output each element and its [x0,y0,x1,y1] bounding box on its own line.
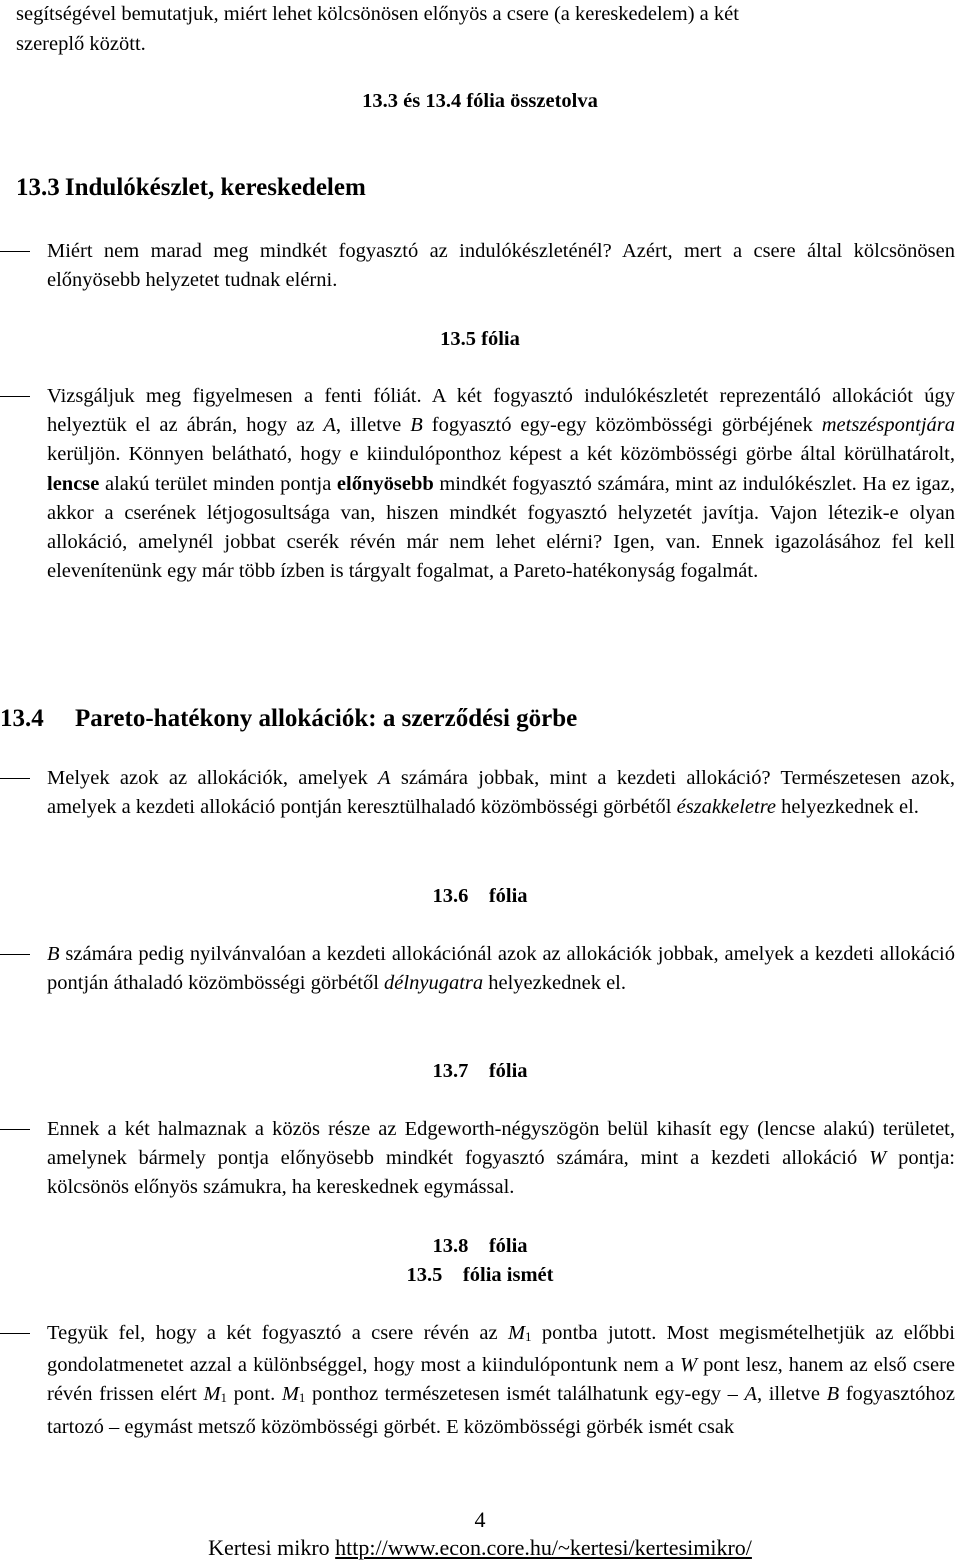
page-footer [0,1534,960,1562]
section-title: Indulókészlet, kereskedelem [64,174,366,201]
bullet-dash [0,251,30,252]
figure-reference: 13.6 fólia [432,885,528,907]
paragraph: Vizsgáljuk meg figyelmesen a fenti fóliát. A két fogyasztó indulókészletét reprezentáló allokációt úgy helyeztük el az ábrán, hogy az A, illetve B fogyasztó egy-egy közömbösségi görbéjének metszéspontjára kerüljön. Könnyen belátható, hogy e kiindulóponthoz képest a két közömbösségi görbe által körülhatárolt, lencse alakú terület minden pontja előnyösebb mindkét fogyasztó számára, mint az indulókészlet. Ha ez igaz, akkor a cserének létjogosultsága van, hiszen mindkét fogyasztó helyzetét javítja. Vajon létezik-e olyan allokáció, amelynél jobbat cserék révén már nem lehet elérni? Igen, van. Ennek igazolásához fel kell elevenítenünk egy már több ízben is tárgyalt fogalmat, a Pareto-hatékonyság fogalmát. [47,382,955,586]
figure-reference: 13.3 és 13.4 fólia összetolva [362,90,598,112]
paragraph: Miért nem marad meg mindkét fogyasztó az indulókészleténél? Azért, mert a csere által kölcsönösen előnyösebb helyzetet tudnak elérni. [47,237,955,295]
bullet-dash [0,778,30,779]
bullet-dash [0,954,30,955]
footer-link[interactable]: http://www.econ.core.hu/~kertesi/kertesimikro/ [335,1535,752,1560]
bullet-dash [0,1333,30,1334]
section-number: 13.4 [0,705,44,732]
section-heading-13-3 [16,172,946,204]
section-title: Pareto-hatékony allokációk: a szerződési görbe [75,705,578,732]
figure-reference: 13.5 fólia [440,328,520,350]
bullet-dash [0,1129,30,1130]
bullet-dash [0,396,30,397]
figure-reference: 13.8 fólia [432,1235,528,1257]
page-number: 4 [474,1507,486,1532]
footer-author: Kertesi mikro [208,1535,330,1560]
section-heading-13-4 [0,703,930,735]
figure-reference: 13.7 fólia [432,1060,528,1082]
paragraph: Melyek azok az allokációk, amelyek A számára jobbak, mint a kezdeti allokáció? Természetesen azok, amelyek a kezdeti allokáció pontján keresztülhaladó közömbösségi görbétől északkeletre helyezkednek el. [47,764,955,822]
paragraph: Ennek a két halmaznak a közös része az Edgeworth-négyszögön belül kihasít egy (lencse alakú) területet, amelynek bármely pontja előnyösebb mindkét fogyasztó számára, mint a kezdeti allokáció W pontja: kölcsönös előnyös számukra, ha kereskednek egymással. [47,1115,955,1203]
paragraph: B számára pedig nyilvánvalóan a kezdeti allokációnál azok az allokációk jobbak, amelyek a kezdeti allokáció pontján áthaladó közömbösségi görbétől délnyugatra helyezkednek el. [47,940,955,998]
intro-line-1: segítségével bemutatjuk, miért lehet kölcsönösen előnyös a csere (a kereskedelem) a két [16,3,739,25]
intro-line-2: szereplő között. [16,33,146,55]
figure-reference: 13.5 fólia ismét [406,1264,554,1286]
paragraph: Tegyük fel, hogy a két fogyasztó a csere révén az $M_1$ pontba jutott. Most megismételhetjük az előbbi gondolatmenetet azzal a különbséggel, hogy most a kiindulópontunk nem a W pont lesz, hanem az első csere révén frissen elért $M_1$ pont. $M_1$ ponthoz természetesen ismét találhatunk egy-egy – A, illetve B fogyasztóhoz tartozó – egymást metsző közömbösségi görbét. E közömbösségi görbék ismét csak [47,1319,955,1442]
section-number: 13.3 [16,174,60,201]
